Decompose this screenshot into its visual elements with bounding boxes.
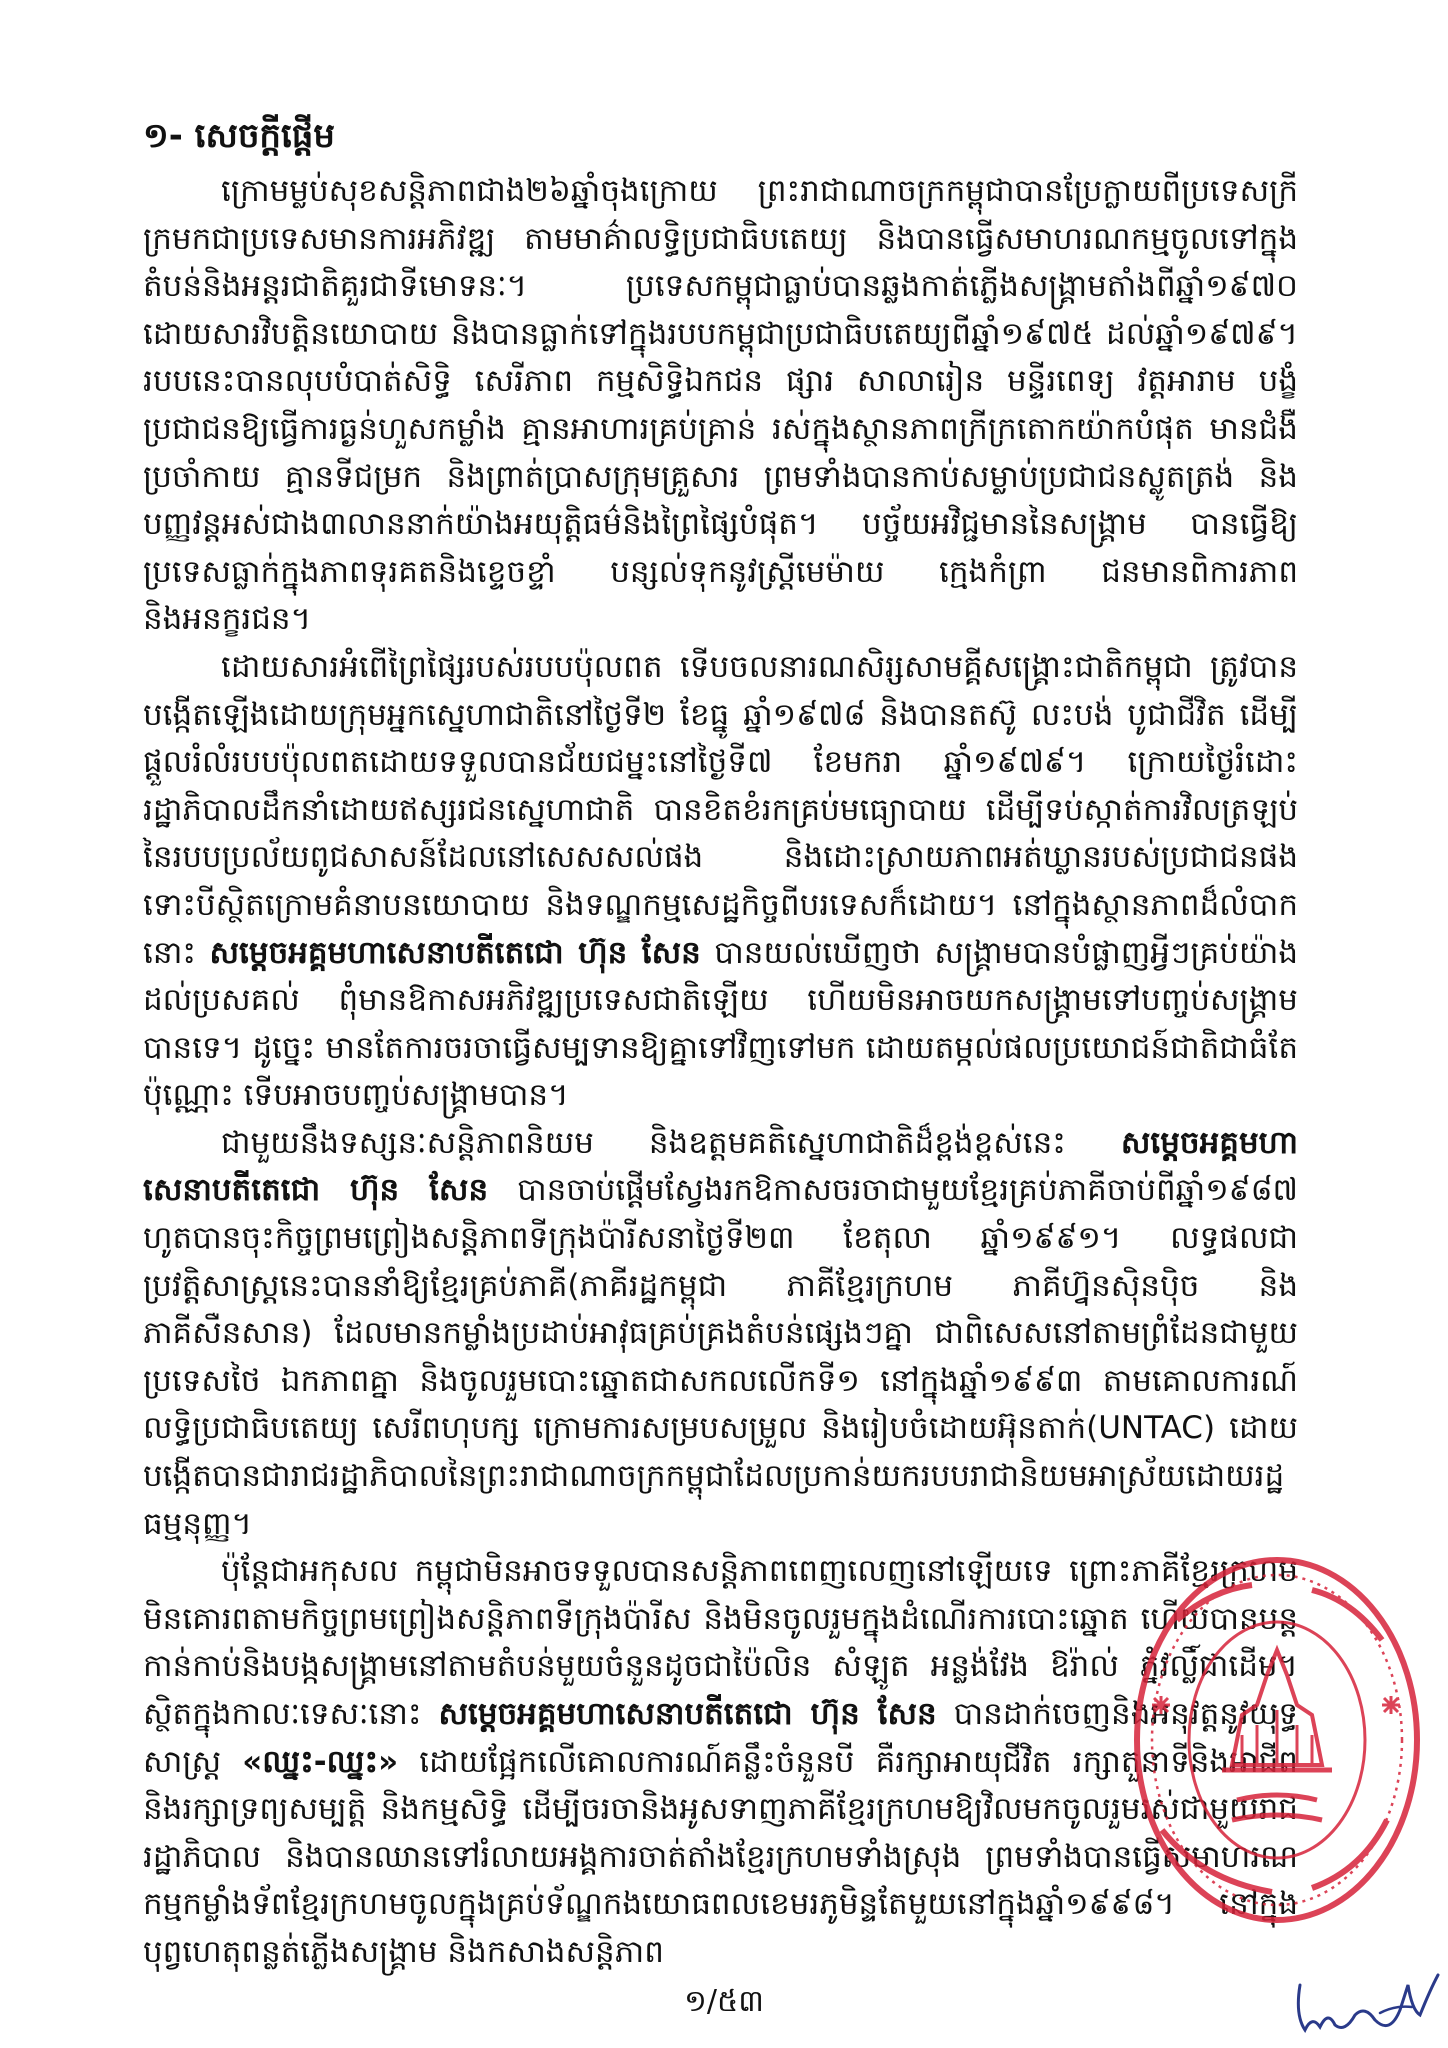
text-run: បានយល់ឃើញថា សង្គ្រាមបានបំផ្លាញអ្វីៗគ្រប់យ៉ាងដល់ប្រសគល់ ពុំមានឱកាសអភិវឌ្ឍប្រទេសជាតិឡើយ ហើយមិនអាចយកសង្គ្រាមទៅបញ្ចប់សង្គ្រាមបានទេ។ ដូច្នេះ មានតែការចរចាធ្វើសម្បទានឱ្យគ្នាទៅវិញទៅមក ដោយតម្កល់ផលប្រយោជន៍ជាតិជាធំតែប៉ុណ្ណោះ ទើបអាចបញ្ចប់សង្គ្រាមបាន។ xyxy=(143,934,1298,1114)
bold-text: សម្ដេចអគ្គមហាសេនាបតីតេជោ ហ៊ុន សែន xyxy=(209,934,701,971)
section-heading: ១- សេចក្ដីផ្ដើម xyxy=(143,116,335,156)
official-seal-stamp xyxy=(1082,1500,1422,1930)
bold-text: «ឈ្នះ-ឈ្នះ» xyxy=(242,1743,399,1780)
page-number: ១/៥៣ xyxy=(684,1984,764,2019)
bold-text: សម្ដេចអគ្គមហាសេនាបតីតេជោ ហ៊ុន សែន xyxy=(143,1124,1298,1209)
text-run: ជាមួយនឹងទស្សនៈសន្តិភាពនិយម និងឧត្តមគតិស្នេហាជាតិដ៏ខ្ពង់ខ្ពស់នេះ xyxy=(221,1124,1121,1161)
text-run: ប៉ុន្តែជាអកុសល កម្ពុជាមិនអាចទទួលបានសន្តិភាពពេញលេញនៅឡើយទេ ព្រោះភាគីខ្មែរក្រហមមិនគោរពតាមកិច្ចព្រមព្រៀងសន្តិភាពទីក្រុងប៉ារីស និងមិនចូលរួមក្នុងដំណើរការបោះឆ្នោត ហើយបានបន្តកាន់កាប់និងបង្កសង្គ្រាមនៅតាមតំបន់មួយចំនួនដូចជាប៉ៃលិន សំឡូត អន្លង់វែង ឱរ៉ាល់ ភ្នំវល្លិ៍ជាដើម។ ស្ថិតក្នុងកាលៈទេសៈនោះ xyxy=(143,1553,1298,1732)
text-run: ដោយសារអំពើព្រៃផ្សៃរបស់របបប៉ុលពត ទើបចលនារណសិរ្សសាមគ្គីសង្គ្រោះជាតិកម្ពុជា ត្រូវបានបង្កើតឡើងដោយក្រុមអ្នកស្នេហាជាតិនៅថ្ងៃទី២ ខែធ្នូ ឆ្នាំ១៩៧៨ និងបានតស៊ូ លះបង់ បូជាជីវិត ដើម្បីផ្ដួលរំលំរបបប៉ុលពតដោយទទួលបានជ័យជម្នះនៅថ្ងៃទី៧ ខែមករា ឆ្នាំ១៩៧៩។ ក្រោយថ្ងៃរំដោះ រដ្ឋាភិបាលដឹកនាំដោយឥស្សរជនស្នេហាជាតិ បានខិតខំរកគ្រប់មធ្យោបាយ ដើម្បីទប់ស្កាត់ការវិលត្រឡប់នៃរបបប្រល័យពូជសាសន៍ដែលនៅសេសសល់ផង និងដោះស្រាយភាពអត់ឃ្លានរបស់ប្រជាជនផង ទោះបីស្ថិតក្រោមគំនាបនយោបាយ និងទណ្ឌកម្មសេដ្ឋកិច្ចពីបរទេសក៏ដោយ។ នៅក្នុងស្ថានភាពដ៏លំបាកនោះ xyxy=(143,648,1298,971)
paragraph xyxy=(143,1120,1298,1548)
text-run: បានដាក់ចេញនិងអនុវត្តនូវយុទ្ធសាស្ត្រ xyxy=(143,1696,1298,1780)
text-run: ដោយផ្អែកលើគោលការណ៍គន្លឹះចំនួនបី គឺរក្សាអាយុជីវិត រក្សាតួនាទីនិងអាជីព និងរក្សាទ្រព្យសម្បត្តិ និងកម្មសិទ្ធិ ដើម្បីចរចានិងអូសទាញភាគីខ្មែរក្រហមឱ្យវិលមកចូលរួមរស់ជាមួយរាជរដ្ឋាភិបាល និងបានឈានទៅរំលាយអង្គការចាត់តាំងខ្មែរក្រហមទាំងស្រុង ព្រមទាំងបានធ្វើសមាហរណកម្មកម្លាំងទ័ពខ្មែរក្រហមចូលក្នុងគ្រប់ទ័ណ្ឌកងយោធពលខេមរភូមិន្ទតែមួយនៅក្នុងឆ្នាំ១៩៩៨។ នៅក្នុងបុព្វហេតុពន្លត់ភ្លើងសង្គ្រាម និងកសាងសន្តិភាព xyxy=(143,1743,1298,1970)
text-run: ក្រោមម្លប់សុខសន្តិភាពជាង២៦ឆ្នាំចុងក្រោយ ព្រះរាជាណាចក្រកម្ពុជាបានប្រែក្លាយពីប្រទេសក្រីក្រមកជាប្រទេសមានការអភិវឌ្ឍ តាមមាគ៌ាលទ្ធិប្រជាធិបតេយ្យ និងបានធ្វើសមាហរណកម្មចូលទៅក្នុងតំបន់និងអន្តរជាតិគួរជាទីមោទនៈ។ ប្រទេសកម្ពុជាធ្លាប់បានឆ្លងកាត់ភ្លើងសង្គ្រាមតាំងពីឆ្នាំ១៩៧០ ដោយសារវិបត្តិនយោបាយ និងបានធ្លាក់ទៅក្នុងរបបកម្ពុជាប្រជាធិបតេយ្យពីឆ្នាំ១៩៧៥ ដល់ឆ្នាំ១៩៧៩។ របបនេះបានលុបបំបាត់សិទ្ធិ សេរីភាព កម្មសិទ្ធិឯកជន ផ្សារ សាលារៀន មន្ទីរពេទ្យ វត្តអារាម បង្ខំប្រជាជនឱ្យធ្វើការធ្ងន់ហួសកម្លាំង គ្មានអាហារគ្រប់គ្រាន់ រស់ក្នុងស្ថានភាពក្រីក្រតោកយ៉ាកបំផុត មានជំងឺប្រចាំកាយ គ្មានទីជម្រក និងព្រាត់ប្រាសក្រុមគ្រួសារ ព្រមទាំងបានកាប់សម្លាប់ប្រជាជនស្លូតត្រង់ និងបញ្ញវន្តអស់ជាង៣លាននាក់យ៉ាងអយុត្តិធម៌និងព្រៃផ្សៃបំផុត។ បច្ច័យអវិជ្ជមាននៃសង្គ្រាម បានធ្វើឱ្យប្រទេសធ្លាក់ក្នុងភាពទុរគតនិងខ្ទេចខ្ទាំ បន្សល់ទុកនូវស្ត្រីមេម៉ាយ ក្មេងកំព្រា ជនមានពិការភាព និងអនក្ខរជន។ xyxy=(143,173,1298,638)
paragraph xyxy=(143,168,1298,644)
paragraph xyxy=(143,644,1298,1120)
text-run: បានចាប់ផ្ដើមស្វែងរកឱកាសចរចាជាមួយខ្មែរគ្រប់ភាគីចាប់ពីឆ្នាំ១៩៨៧ ហូតបានចុះកិច្ចព្រមព្រៀងសន្តិភាពទីក្រុងប៉ារីសនាថ្ងៃទី២៣ ខែតុលា ឆ្នាំ១៩៩១។ លទ្ធផលជាប្រវត្តិសាស្ត្រនេះបាននាំឱ្យខ្មែរគ្រប់ភាគី(ភាគីរដ្ឋកម្ពុជា ភាគីខ្មែរក្រហម ភាគីហ្វ៊ុនស៊ិនប៉ិច និងភាគីសឺនសាន) ដែលមានកម្លាំងប្រដាប់អាវុធគ្រប់គ្រងតំបន់ផ្សេងៗគ្នា ជាពិសេសនៅតាមព្រំដែនជាមួយប្រទេសថៃ ឯកភាពគ្នា និងចូលរួមបោះឆ្នោតជាសកលលើកទី១ នៅក្នុងឆ្នាំ១៩៩៣ តាមគោលការណ៍លទ្ធិប្រជាធិបតេយ្យ សេរីពហុបក្ស ក្រោមការសម្របសម្រួល និងរៀបចំដោយអ៊ុនតាក់(UNTAC) ដោយបង្កើតបានជារាជរដ្ឋាភិបាលនៃព្រះរាជាណាចក្រកម្ពុជាដែលប្រកាន់យករបបរាជានិយមអាស្រ័យដោយរដ្ឋធម្មនុញ្ញ។ xyxy=(143,1172,1298,1542)
bold-text: សម្ដេចអគ្គមហាសេនាបតីតេជោ ហ៊ុន សែន xyxy=(438,1696,937,1732)
